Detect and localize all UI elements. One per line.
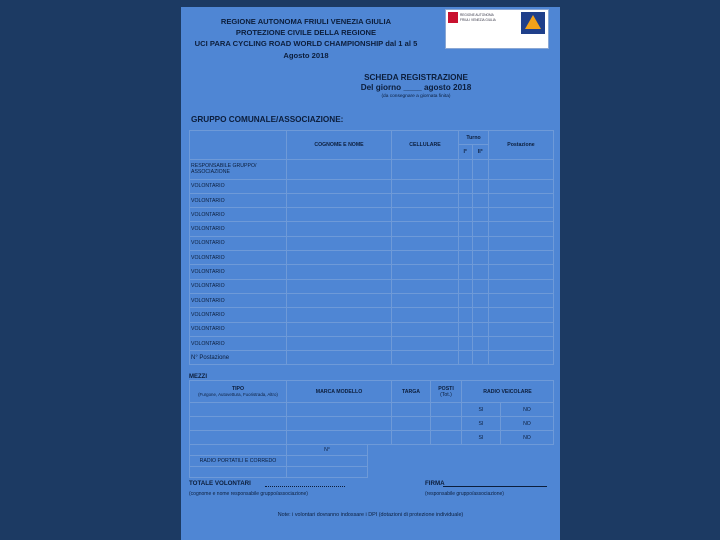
group-title: GRUPPO COMUNALE/ASSOCIAZIONE: [191, 115, 344, 124]
table-row [190, 293, 554, 307]
radio-n-label: N° [287, 445, 368, 456]
table-cell[interactable] [287, 179, 392, 193]
table-row [190, 208, 554, 222]
table-cell[interactable] [459, 265, 473, 279]
table-cell[interactable] [459, 222, 473, 236]
col-radio: RADIO VEICOLARE [462, 381, 554, 403]
table-cell[interactable] [489, 336, 554, 350]
table-cell[interactable] [459, 322, 473, 336]
totale-line[interactable] [265, 486, 345, 487]
table-cell[interactable] [287, 322, 392, 336]
table-cell[interactable] [459, 208, 473, 222]
table-cell[interactable] [489, 179, 554, 193]
totale-volontari: TOTALE VOLONTARI [189, 480, 251, 487]
table-cell[interactable] [472, 251, 489, 265]
footer-note: Note: i volontari dovranno indossare i DPI (dotazioni di protezione individuale) [277, 512, 464, 518]
col-turno-1: I° [459, 145, 473, 159]
table-cell[interactable] [287, 336, 392, 350]
table-cell[interactable] [459, 336, 473, 350]
radio-si-option[interactable]: SI [462, 417, 501, 431]
radio-no-option[interactable]: NO [500, 431, 553, 445]
scheda-date: Del giorno ____ agosto 2018 [360, 83, 472, 92]
table-cell[interactable] [287, 417, 392, 431]
table-cell[interactable] [472, 293, 489, 307]
table-row [190, 222, 554, 236]
table-cell[interactable] [392, 293, 459, 307]
table-cell[interactable] [287, 293, 392, 307]
table-cell[interactable] [489, 208, 554, 222]
table-cell[interactable] [392, 179, 459, 193]
signature-note-left: (cognome e nome responsabile gruppo/associazione) [189, 491, 308, 497]
radio-si-option[interactable]: SI [462, 431, 501, 445]
row-label-volontario: VOLONTARIO [190, 293, 287, 307]
header-line-2: PROTEZIONE CIVILE DELLA REGIONE [235, 28, 377, 38]
table-cell[interactable] [459, 236, 473, 250]
table-cell[interactable] [472, 308, 489, 322]
table-cell[interactable] [489, 193, 554, 207]
scheda-note: (da consegnare a giornata finita) [381, 94, 451, 99]
col-posti: POSTI [438, 385, 454, 392]
header-line-4: Agosto 2018 [283, 50, 329, 60]
col-marca: MARCA MODELLO [287, 381, 392, 403]
col-targa: TARGA [392, 381, 431, 403]
table-cell[interactable] [489, 308, 554, 322]
radio-no-option[interactable]: NO [500, 403, 553, 417]
table-cell[interactable] [459, 179, 473, 193]
table-cell[interactable] [459, 193, 473, 207]
table-row [190, 251, 554, 265]
table-cell[interactable] [489, 236, 554, 250]
table-header-row [190, 131, 554, 145]
table-row [190, 351, 554, 365]
table-cell[interactable] [392, 417, 431, 431]
table-cell[interactable] [472, 322, 489, 336]
vehicle-rows [190, 403, 554, 445]
table-cell[interactable] [287, 236, 392, 250]
table-cell[interactable] [472, 208, 489, 222]
row-label-volontario: VOLONTARIO [190, 179, 287, 193]
table-row [190, 431, 554, 445]
table-cell[interactable] [489, 251, 554, 265]
radio-table [189, 444, 368, 478]
table-cell[interactable] [392, 251, 459, 265]
table-cell[interactable] [392, 322, 459, 336]
table-cell[interactable] [190, 403, 287, 417]
table-cell[interactable] [392, 222, 459, 236]
radio-label: RADIO PORTATILI E CORREDO [190, 456, 287, 467]
civil-protection-triangle-icon [521, 12, 545, 34]
table-row [190, 403, 554, 417]
table-row [190, 336, 554, 350]
region-emblem-icon [448, 12, 458, 23]
region-logo [445, 9, 549, 49]
table-header-row [190, 381, 554, 403]
logo-text-1: REGIONE AUTONOMA [460, 13, 494, 17]
table-cell[interactable] [472, 265, 489, 279]
col-turno-2: II° [472, 145, 489, 159]
table-cell[interactable] [287, 193, 392, 207]
col-tipo-note: (Furgone, Autovettura, Fuoristrada, Altro) [198, 391, 278, 397]
table-cell[interactable] [287, 222, 392, 236]
row-label-volontario: VOLONTARIO [190, 193, 287, 207]
table-cell[interactable] [392, 279, 459, 293]
table-row [190, 322, 554, 336]
table-cell[interactable] [489, 265, 554, 279]
mezzi-label: MEZZI [189, 374, 207, 380]
table-cell[interactable] [287, 279, 392, 293]
table-cell[interactable] [472, 336, 489, 350]
radio-no-option[interactable]: NO [500, 417, 553, 431]
header-line-3: UCI PARA CYCLING ROAD WORLD CHAMPIONSHIP dal 1 al 5 [194, 39, 418, 49]
col-posti-note: (Tot.) [440, 391, 452, 398]
row-label-postazione: N° Postazione [190, 351, 287, 365]
table-cell[interactable] [392, 403, 431, 417]
table-cell[interactable] [392, 236, 459, 250]
table-cell[interactable] [392, 431, 431, 445]
row-label-volontario: VOLONTARIO [190, 279, 287, 293]
table-cell[interactable] [392, 265, 459, 279]
table-row [190, 236, 554, 250]
table-cell[interactable] [287, 251, 392, 265]
table-cell[interactable] [392, 336, 459, 350]
table-cell[interactable] [431, 403, 462, 417]
table-cell[interactable] [431, 417, 462, 431]
table-row [190, 159, 554, 179]
table-cell[interactable] [459, 308, 473, 322]
header-line-1: REGIONE AUTONOMA FRIULI VENEZIA GIULIA [220, 17, 392, 26]
table-cell[interactable] [431, 431, 462, 445]
table-row [190, 179, 554, 193]
col-turno: Turno [459, 131, 489, 145]
firma-line[interactable] [443, 486, 547, 487]
table-row [190, 417, 554, 431]
table-cell[interactable] [459, 279, 473, 293]
table-cell[interactable] [287, 431, 392, 445]
table-cell[interactable] [472, 222, 489, 236]
table-cell[interactable] [287, 208, 392, 222]
table-cell[interactable] [489, 293, 554, 307]
vehicles-table [189, 380, 554, 445]
row-label-volontario: VOLONTARIO [190, 308, 287, 322]
table-cell[interactable] [392, 308, 459, 322]
logo-text-2: FRIULI VENEZIA GIULIA [460, 18, 496, 22]
table-row [190, 279, 554, 293]
table-cell[interactable] [190, 431, 287, 445]
table-cell[interactable] [489, 322, 554, 336]
table-cell[interactable] [392, 193, 459, 207]
scheda-block [311, 73, 521, 100]
registration-sheet [181, 7, 560, 540]
col-cellulare: CELLULARE [392, 131, 459, 160]
row-label-volontario: VOLONTARIO [190, 222, 287, 236]
row-label-volontario: VOLONTARIO [190, 208, 287, 222]
row-label-volontario: VOLONTARIO [190, 336, 287, 350]
row-label-volontario: VOLONTARIO [190, 251, 287, 265]
table-cell[interactable] [472, 193, 489, 207]
signature-note-right: (responsabile gruppo/associazione) [425, 491, 504, 497]
table-cell[interactable] [472, 236, 489, 250]
firma-label: FIRMA [425, 480, 445, 487]
table-cell[interactable] [489, 222, 554, 236]
row-label-volontario: VOLONTARIO [190, 322, 287, 336]
col-cognome-nome: COGNOME E NOME [287, 131, 392, 160]
table-cell[interactable] [287, 308, 392, 322]
scheda-title: SCHEDA REGISTRAZIONE [364, 73, 468, 82]
table-cell[interactable] [489, 279, 554, 293]
table-row [190, 308, 554, 322]
table-cell[interactable] [190, 417, 287, 431]
volunteer-rows [190, 179, 554, 351]
table-cell[interactable] [472, 179, 489, 193]
table-row [190, 265, 554, 279]
header-titles [181, 16, 431, 61]
table-cell[interactable] [287, 265, 392, 279]
table-cell[interactable] [287, 403, 392, 417]
table-cell[interactable] [459, 251, 473, 265]
table-cell[interactable] [472, 279, 489, 293]
table-row [190, 193, 554, 207]
row-label-volontario: VOLONTARIO [190, 265, 287, 279]
radio-si-option[interactable]: SI [462, 403, 501, 417]
table-cell[interactable] [459, 293, 473, 307]
col-tipo: TIPO [231, 385, 245, 392]
volunteer-table [189, 130, 554, 365]
table-cell[interactable] [392, 208, 459, 222]
row-label-responsabile: RESPONSABILE GRUPPO/ ASSOCIAZIONE [190, 159, 287, 179]
col-postazione: Postazione [489, 131, 554, 160]
row-label-volontario: VOLONTARIO [190, 236, 287, 250]
